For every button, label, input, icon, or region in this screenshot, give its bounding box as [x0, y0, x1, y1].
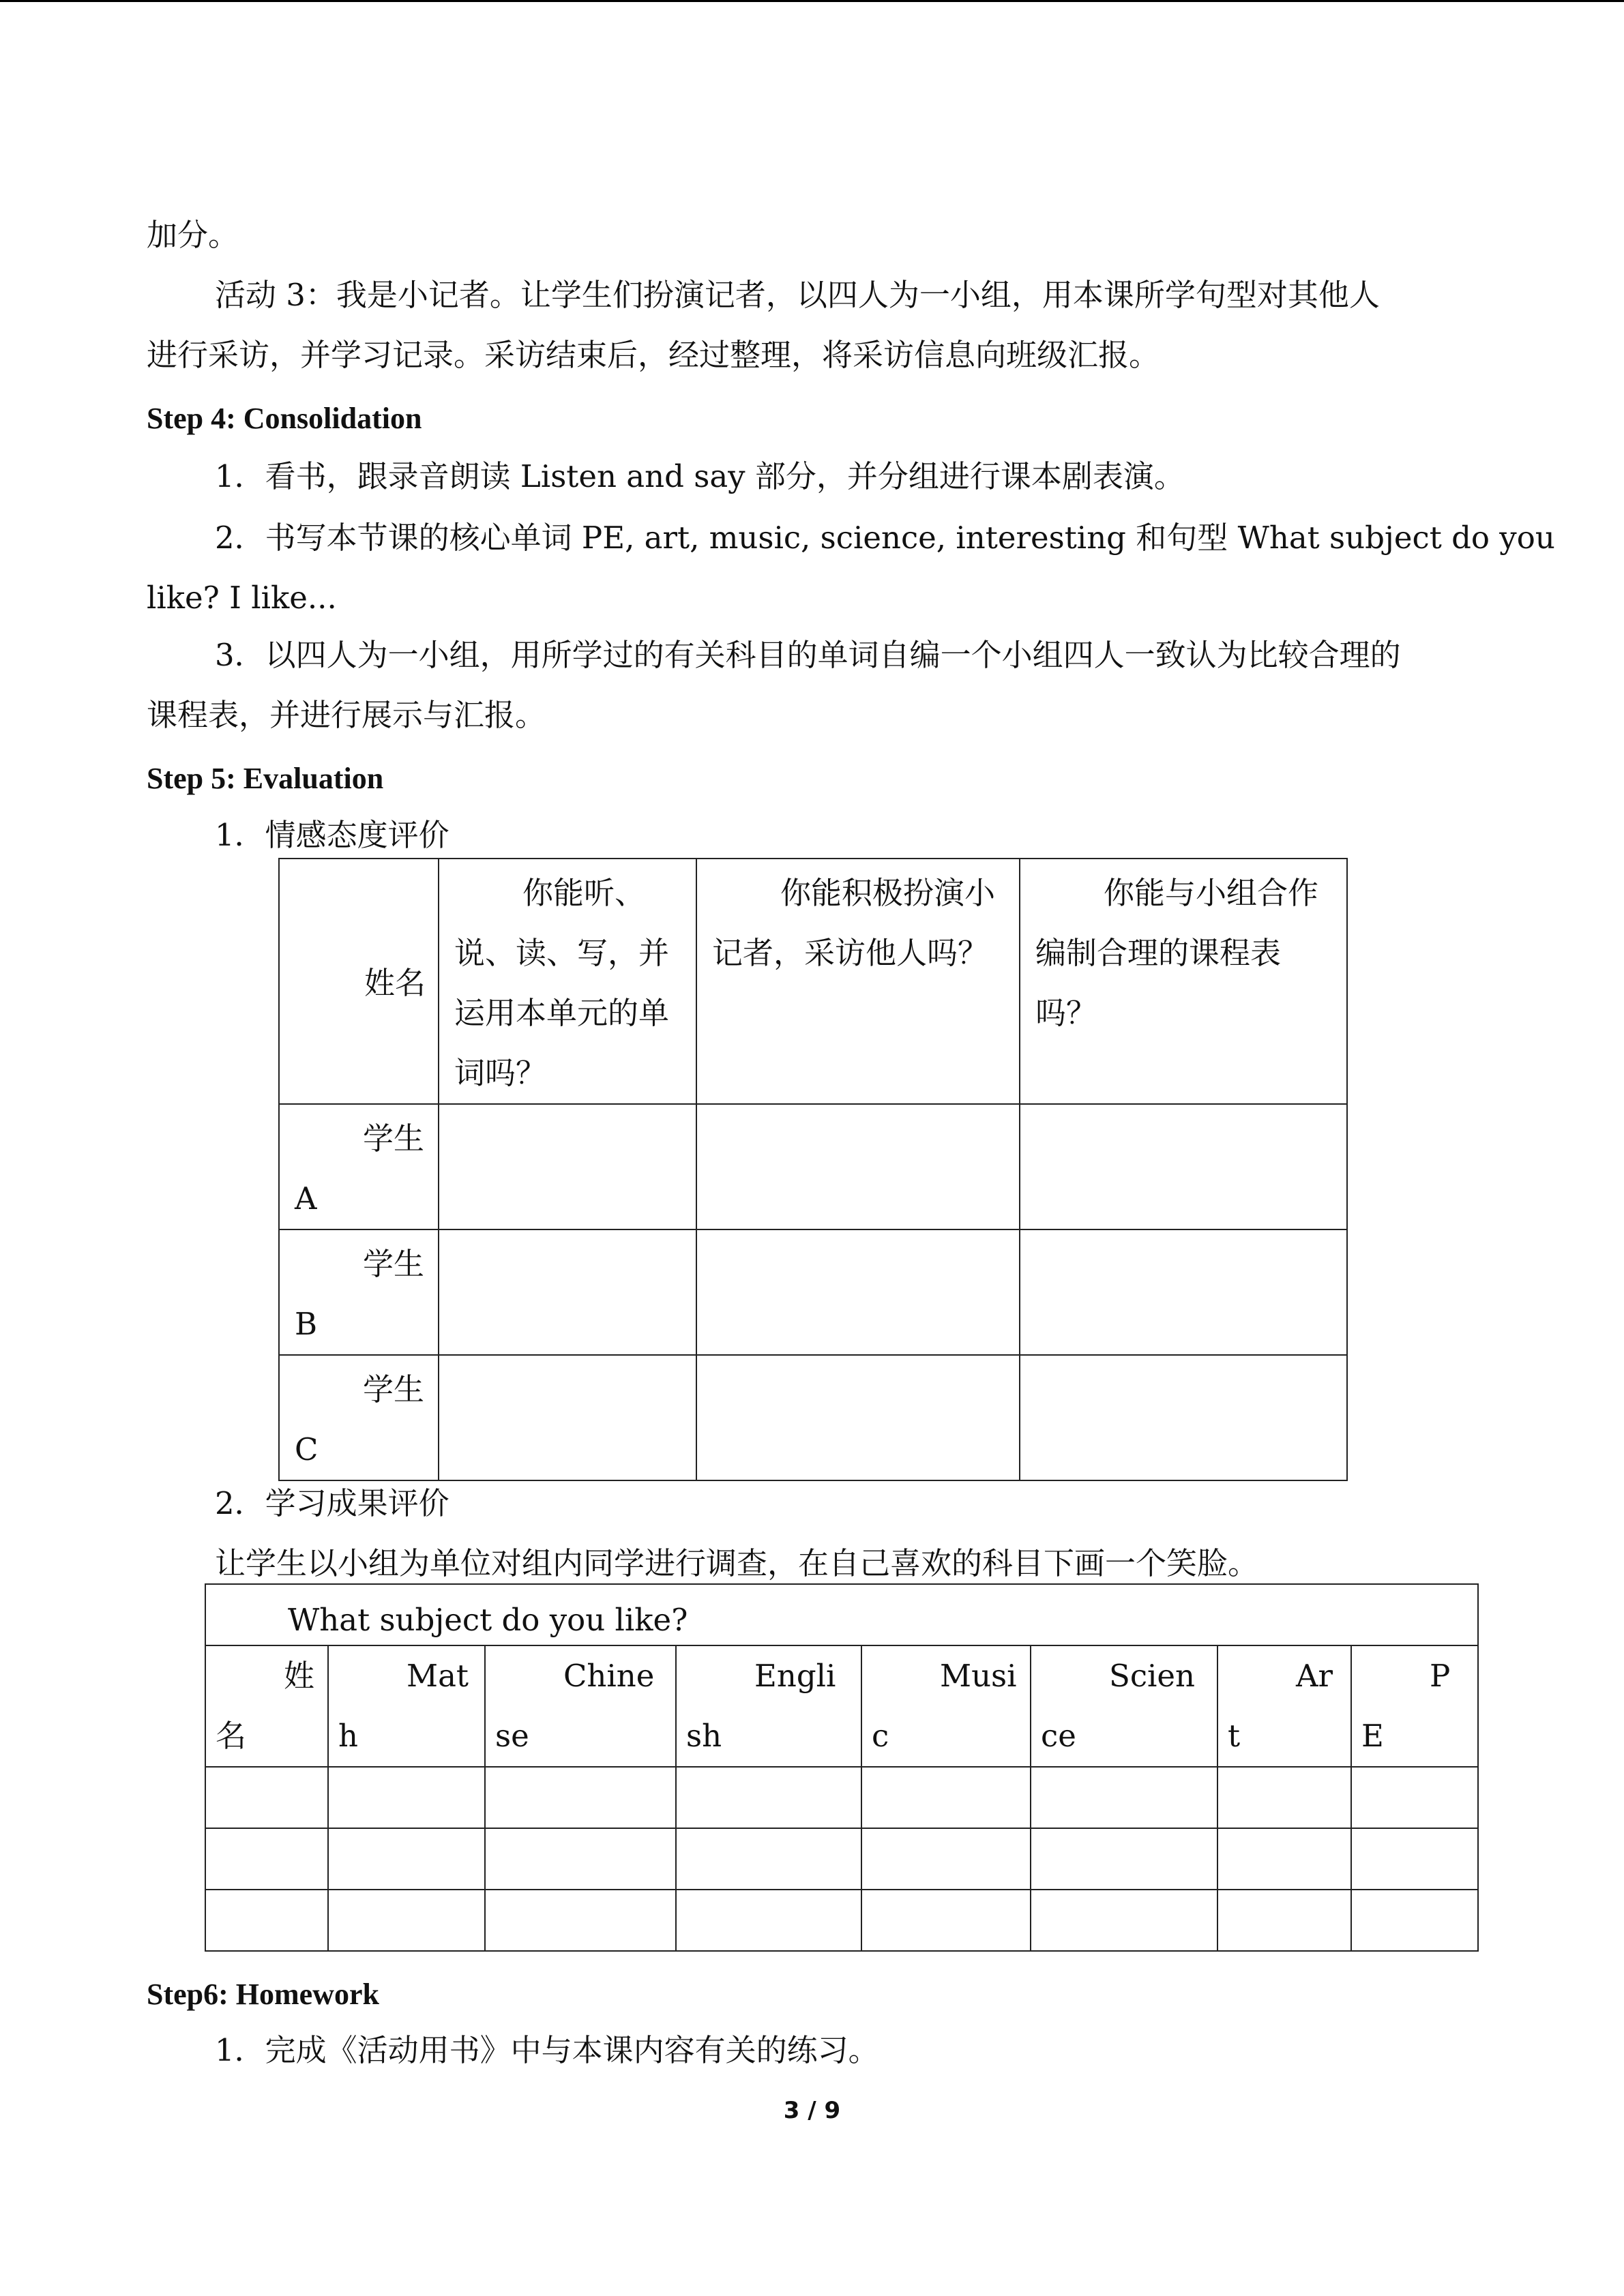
subject-pe: PE	[1351, 1645, 1478, 1767]
name-header: 姓名	[279, 859, 439, 1104]
table-cell[interactable]	[1031, 1828, 1217, 1890]
table-cell[interactable]	[861, 1890, 1031, 1951]
activity-3-text-cont: 进行采访，并学习记录。采访结束后，经过整理，将采访信息向班级汇报。	[147, 337, 1160, 373]
table-cell[interactable]	[485, 1890, 676, 1951]
table-cell[interactable]	[1031, 1890, 1217, 1951]
question-3: 你能与小组合作编制合理的课程表吗？	[1020, 859, 1347, 1104]
survey-title: What subject do you like?	[205, 1584, 1478, 1645]
table-cell[interactable]	[1217, 1828, 1351, 1890]
table-header-row	[279, 859, 1347, 1104]
step4-heading: Step 4: Consolidation	[147, 402, 422, 435]
top-border	[0, 0, 1624, 2]
step4-item-3: 3．以四人为一小组，用所学过的有关科目的单词自编一个小组四人一致认为比较合理的	[215, 637, 1401, 673]
table-cell[interactable]	[676, 1890, 861, 1951]
subject-science: Science	[1031, 1645, 1217, 1767]
table-cell[interactable]	[485, 1767, 676, 1828]
step5-heading: Step 5: Evaluation	[147, 762, 384, 795]
table-cell[interactable]	[1217, 1767, 1351, 1828]
student-name: 学生A	[279, 1104, 439, 1229]
step4-item-2-cont: like? I like...	[147, 580, 337, 616]
subject-math: Math	[328, 1645, 485, 1767]
step4-item-1: 1．看书，跟录音朗读 Listen and say 部分，并分组进行课本剧表演。	[215, 458, 1185, 494]
table-cell[interactable]	[328, 1767, 485, 1828]
table-cell[interactable]	[328, 1890, 485, 1951]
table-row	[205, 1767, 1478, 1828]
table-cell[interactable]	[1351, 1828, 1478, 1890]
page-number: 3 / 9	[783, 2097, 841, 2124]
table-cell[interactable]	[439, 1229, 696, 1355]
student-name: 学生C	[279, 1355, 439, 1480]
subject-survey-table	[205, 1583, 1479, 1952]
question-2: 你能积极扮演小记者，采访他人吗？	[696, 859, 1020, 1104]
subject-english: English	[676, 1645, 861, 1767]
step5-sub-2: 2．学习成果评价	[215, 1485, 449, 1521]
table-cell[interactable]	[696, 1104, 1020, 1229]
table-cell[interactable]	[1217, 1890, 1351, 1951]
step5-sub-1: 1．情感态度评价	[215, 817, 449, 853]
attitude-evaluation-table	[278, 858, 1348, 1481]
table-cell[interactable]	[861, 1828, 1031, 1890]
survey-title-row	[205, 1584, 1478, 1645]
table-cell[interactable]	[205, 1828, 328, 1890]
table-cell[interactable]	[1031, 1767, 1217, 1828]
step4-item-2: 2．书写本节课的核心单词 PE, art, music, science, interesting 和句型 What subject do you	[215, 520, 1555, 556]
table-row	[279, 1355, 1347, 1480]
student-name: 学生B	[279, 1229, 439, 1355]
name-header: 姓名	[205, 1645, 328, 1767]
step4-item-3-cont: 课程表，并进行展示与汇报。	[147, 697, 546, 733]
table-cell[interactable]	[696, 1229, 1020, 1355]
step6-heading: Step6: Homework	[147, 1978, 379, 2011]
table-cell[interactable]	[676, 1767, 861, 1828]
table-cell[interactable]	[439, 1355, 696, 1480]
table-cell[interactable]	[1020, 1355, 1347, 1480]
table-cell[interactable]	[1351, 1767, 1478, 1828]
subject-music: Music	[861, 1645, 1031, 1767]
table-cell[interactable]	[485, 1828, 676, 1890]
step6-item-1: 1．完成《活动用书》中与本课内容有关的练习。	[215, 2032, 879, 2068]
table-cell[interactable]	[861, 1767, 1031, 1828]
table-cell[interactable]	[1351, 1890, 1478, 1951]
table-cell[interactable]	[328, 1828, 485, 1890]
table-row	[205, 1890, 1478, 1951]
table-row	[279, 1104, 1347, 1229]
paragraph-line: 加分。	[147, 217, 239, 253]
table-cell[interactable]	[1020, 1229, 1347, 1355]
table-row	[279, 1229, 1347, 1355]
table-cell[interactable]	[696, 1355, 1020, 1480]
table-cell[interactable]	[205, 1767, 328, 1828]
subject-chinese: Chinese	[485, 1645, 676, 1767]
subject-art: Art	[1217, 1645, 1351, 1767]
table-cell[interactable]	[1020, 1104, 1347, 1229]
table-row	[205, 1828, 1478, 1890]
step5-sub-2-desc: 让学生以小组为单位对组内同学进行调查，在自己喜欢的科目下画一个笑脸。	[215, 1545, 1259, 1581]
question-1: 你能听、说、读、写，并运用本单元的单词吗？	[439, 859, 696, 1104]
table-cell[interactable]	[676, 1828, 861, 1890]
activity-3-text: 活动 3：我是小记者。让学生们扮演记者，以四人为一小组，用本课所学句型对其他人	[215, 277, 1380, 313]
table-cell[interactable]	[205, 1890, 328, 1951]
table-cell[interactable]	[439, 1104, 696, 1229]
survey-header-row	[205, 1645, 1478, 1767]
